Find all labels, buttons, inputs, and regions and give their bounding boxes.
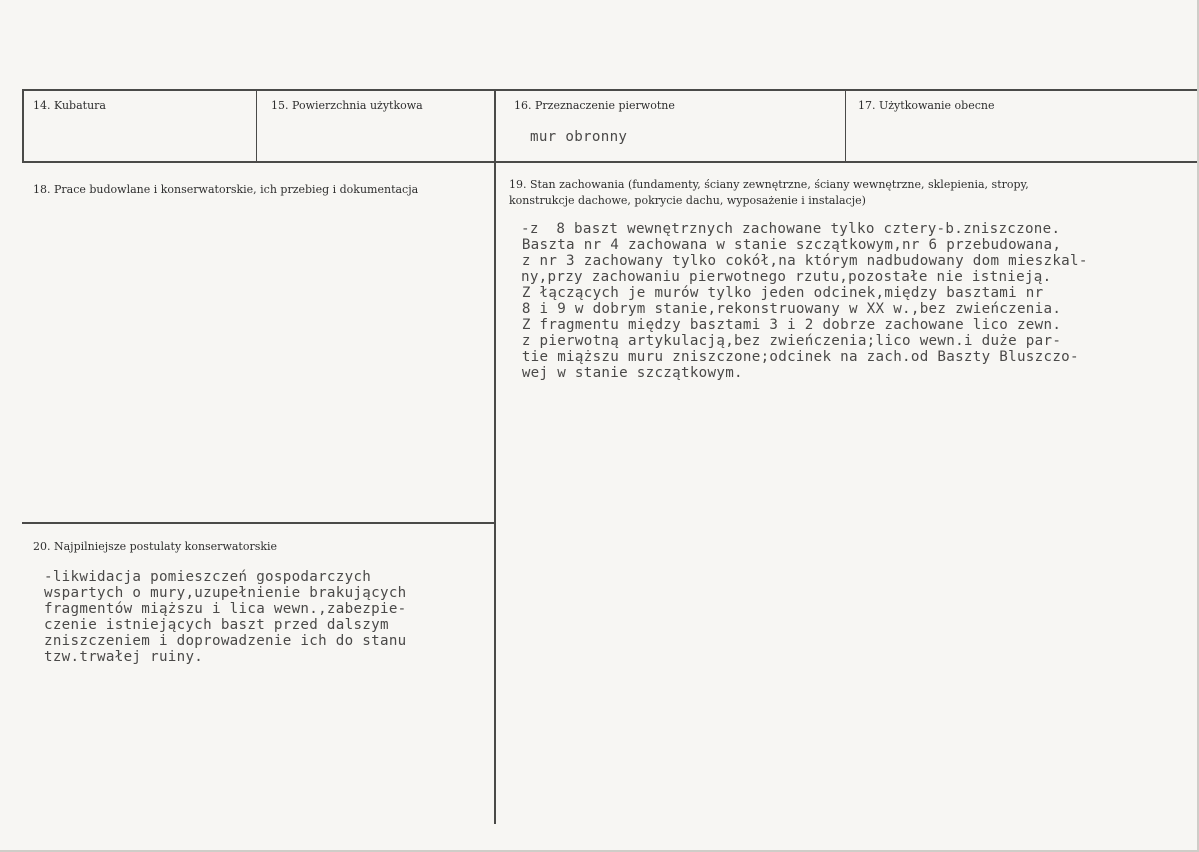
text-line: Z fragmentu między basztami 3 i 2 dobrze zachowane lico zewn. (513, 317, 1062, 333)
top-rule (22, 89, 1197, 91)
text-line: -z 8 baszt wewnętrznych zachowane tylko cztery-b.zniszczone. (521, 221, 1061, 237)
text-line: -likwidacja pomieszczeń gospodarczych (44, 569, 372, 585)
col-divider-16-17 (845, 89, 846, 163)
field-16-value: mur obronny (530, 129, 628, 145)
row-divider-18-20 (22, 522, 495, 524)
col-divider-14-15 (256, 89, 257, 163)
field-14-label: 14. Kubatura (33, 99, 106, 112)
text-line: Baszta nr 4 zachowana w stanie szczątkowym,nr 6 przebudowana, (513, 237, 1062, 253)
field-19-label-line: konstrukcje dachowe, pokrycie dachu, wyposażenie i instalacje) (509, 194, 866, 207)
text-line: fragmentów miąższu i lica wewn.,zabezpie- (44, 601, 407, 617)
text-line: tie miąższu muru zniszczone;odcinek na zach.od Baszty Bluszczo- (513, 349, 1079, 365)
field-17-label: 17. Użytkowanie obecne (858, 99, 995, 112)
text-line: Z łączących je murów tylko jeden odcinek,między basztami nr (513, 285, 1044, 301)
text-line: ny,przy zachowaniu pierwotnego rzutu,pozostałe nie istnieją. (521, 269, 1052, 285)
field-16-label: 16. Przeznaczenie pierwotne (514, 99, 675, 112)
col-divider-main (494, 89, 496, 824)
field-15-label: 15. Powierzchnia użytkowa (271, 99, 423, 112)
text-line: tzw.trwałej ruiny. (44, 649, 204, 665)
field-19-label-line: 19. Stan zachowania (fundamenty, ściany zewnętrzne, ściany wewnętrzne, sklepienia, stropy, (509, 178, 1029, 191)
text-line: 8 i 9 w dobrym stanie,rekonstruowany w XX w.,bez zwieńczenia. (513, 301, 1062, 317)
text-line: czenie istniejących baszt przed dalszym (44, 617, 389, 633)
field-18-label: 18. Prace budowlane i konserwatorskie, ich przebieg i dokumentacja (33, 183, 419, 196)
text-line: z nr 3 zachowany tylko cokół,na którym nadbudowany dom mieszkal- (513, 253, 1088, 269)
left-border (22, 89, 24, 163)
text-line: wspartych o mury,uzupełnienie brakujących (44, 585, 407, 601)
text-line: zniszczeniem i doprowadzenie ich do stanu (44, 633, 407, 649)
text-line: z pierwotną artykulacją,bez zwieńczenia;lico wewn.i duże par- (513, 333, 1062, 349)
field-20-label: 20. Najpilniejsze postulaty konserwatorskie (33, 540, 278, 553)
row1-divider (22, 161, 1197, 163)
text-line: wej w stanie szczątkowym. (513, 365, 743, 381)
